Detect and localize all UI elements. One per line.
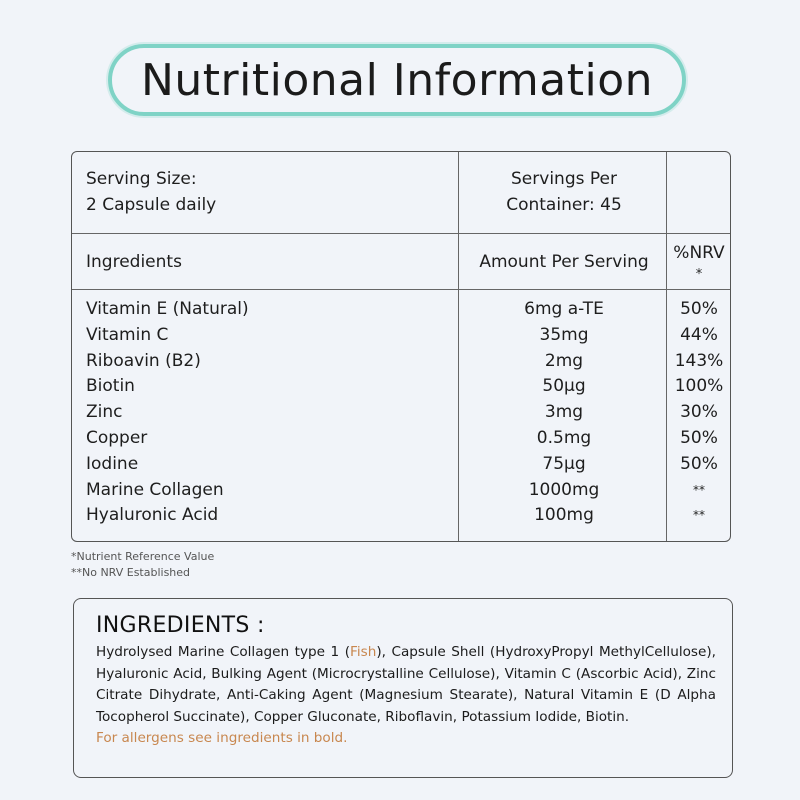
ingredients-text	[96, 642, 716, 728]
ingredients-box	[73, 598, 733, 778]
servings-per-value: Container: 45	[506, 195, 622, 215]
nutrient-amount: 2mg	[544, 350, 584, 371]
table-row	[72, 349, 730, 375]
ingredients-text-start: Hydrolysed Marine Collagen type 1 (	[96, 644, 350, 660]
nutrient-nrv: 44%	[680, 324, 718, 345]
nutrient-nrv: **	[693, 482, 705, 497]
header-nrv-star: *	[695, 267, 703, 282]
serving-size-label: Serving Size:	[86, 169, 197, 189]
nutrition-table	[71, 151, 731, 542]
table-row	[72, 452, 730, 478]
nutrient-name: Riboavin (B2)	[86, 350, 201, 371]
nutrient-nrv: **	[693, 508, 705, 523]
nutrient-name: Vitamin E (Natural)	[86, 299, 249, 319]
nutrient-rows	[72, 297, 730, 529]
footnote-nrv: *Nutrient Reference Value	[71, 550, 215, 563]
row-divider	[72, 233, 730, 234]
allergen-note: For allergens see ingredients in bold.	[96, 730, 348, 747]
nutrient-name: Hyaluronic Acid	[86, 505, 219, 526]
title-banner	[108, 44, 686, 116]
nutrient-amount: 3mg	[544, 402, 584, 423]
nutrient-name: Iodine	[86, 453, 139, 474]
table-row	[72, 374, 730, 400]
serving-size-value: 2 Capsule daily	[86, 195, 217, 215]
table-row	[72, 426, 730, 452]
table-row	[72, 400, 730, 426]
header-amount: Amount Per Serving	[479, 252, 649, 272]
nutrient-nrv: 100%	[674, 376, 724, 397]
nutrient-name: Marine Collagen	[86, 479, 224, 500]
table-row	[72, 297, 730, 323]
nutrient-nrv: 30%	[680, 402, 718, 423]
ingredients-text-rest: ), Capsule Shell (HydroxyPropyl MethylCellulose), Hyaluronic Acid, Bulking Agent (Microcrystalline Cellulose), Vitamin C (Ascorbic Acid), Zinc Citrate Dihydrate, Anti-Caking Agent (Magnesium Stearate), Natural Vitamin E (D Alpha Tocopherol Succinate), Copper Gluconate, Riboflavin, Potassium Iodide, Biotin.	[96, 644, 716, 725]
nutrient-nrv: 50%	[680, 427, 718, 448]
nutrient-nrv: 50%	[680, 299, 718, 319]
allergen-highlight: Fish	[350, 644, 377, 660]
nutrient-amount: 50µg	[542, 376, 586, 397]
nutrient-amount: 35mg	[539, 324, 589, 345]
table-row	[72, 323, 730, 349]
nutrient-nrv: 50%	[680, 453, 718, 474]
nutrient-name: Copper	[86, 427, 148, 448]
nutrient-amount: 75µg	[542, 453, 586, 474]
header-nrv: %NRV	[673, 243, 725, 263]
nutrient-amount: 100mg	[534, 505, 594, 526]
footnote-no-nrv: **No NRV Established	[71, 566, 191, 579]
nutrient-amount: 6mg a-TE	[524, 299, 604, 319]
footnotes	[71, 549, 214, 581]
table-row	[72, 478, 730, 504]
nutrient-name: Biotin	[86, 376, 135, 397]
row-divider	[72, 289, 730, 290]
servings-per-label: Servings Per	[511, 169, 617, 189]
nutrient-nrv: 143%	[674, 350, 724, 371]
header-ingredients: Ingredients	[86, 252, 182, 272]
ingredients-title: INGREDIENTS :	[96, 613, 265, 638]
nutrient-name: Zinc	[86, 402, 123, 423]
table-row	[72, 503, 730, 529]
nutrient-name: Vitamin C	[86, 324, 169, 345]
nutrient-amount: 1000mg	[528, 479, 600, 500]
nutrient-amount: 0.5mg	[536, 427, 592, 448]
page-title: Nutritional Information	[140, 54, 654, 106]
